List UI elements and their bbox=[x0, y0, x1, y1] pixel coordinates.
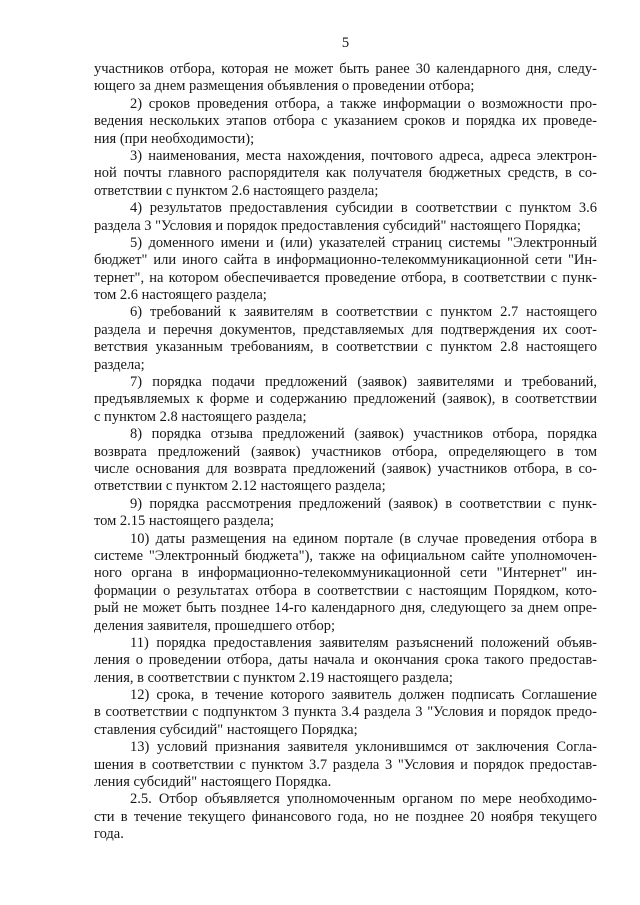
paragraph bbox=[94, 426, 597, 496]
text-line: 6) требований к заявителям в соответствии с пунктом 2.7 настоящего bbox=[130, 304, 597, 321]
text-line: ного органа в информационно-телекоммуникационной сети "Интернет" ин- bbox=[94, 565, 597, 582]
text-line: том 2.15 настоящего раздела; bbox=[94, 513, 275, 530]
text-line: 3) наименования, места нахождения, почтового адреса, адреса электрон- bbox=[130, 147, 597, 164]
text-line: тернет", на котором обеспечивается проведение отбора, в соответствии с пунк- bbox=[94, 269, 597, 286]
text-line: возврата предложений (заявок) участников отбора, определяющего в том bbox=[94, 443, 597, 460]
text-line: раздела; bbox=[94, 356, 145, 373]
text-line: 7) порядка подачи предложений (заявок) заявителями и требований, bbox=[130, 374, 597, 391]
text-line: с пунктом 2.8 настоящего раздела; bbox=[94, 408, 307, 425]
text-line: ления субсидий" настоящего Порядка. bbox=[94, 774, 332, 791]
paragraph bbox=[94, 687, 597, 739]
text-line: 2.5. Отбор объявляется уполномоченным органом по мере необходимо- bbox=[130, 791, 597, 808]
text-line: сти в течение текущего финансового года, но не позднее 20 ноября текущего bbox=[94, 808, 597, 825]
text-line: раздела 3 "Условия и порядок предоставления субсидий" настоящего Порядка; bbox=[94, 217, 581, 234]
paragraph bbox=[94, 200, 597, 235]
paragraph bbox=[94, 739, 597, 791]
text-line: ведения нескольких этапов отбора с указанием сроков и порядка их проведе- bbox=[94, 113, 597, 130]
text-line: ния (при необходимости); bbox=[94, 130, 255, 147]
text-line: деления заявителя, прошедшего отбор; bbox=[94, 617, 336, 634]
text-line: формации о результатах отбора в соответствии с настоящим Порядком, кото- bbox=[94, 582, 597, 599]
body-text bbox=[94, 61, 597, 844]
paragraph bbox=[94, 496, 597, 531]
text-line: 10) даты размещения на едином портале (в случае проведения отбора в bbox=[130, 530, 597, 547]
text-line: бюджет" или иного сайта в информационно-телекоммуникационной сети "Ин- bbox=[94, 252, 597, 269]
paragraph bbox=[94, 374, 597, 426]
paragraph bbox=[94, 148, 597, 200]
text-line: 2) сроков проведения отбора, а также информации о возможности про- bbox=[130, 95, 597, 112]
text-line: 12) срока, в течение которого заявитель должен подписать Соглашение bbox=[130, 687, 597, 704]
text-line: участников отбора, которая не может быть ранее 30 календарного дня, следу- bbox=[94, 61, 597, 77]
text-line: ления, в соответствии с пунктом 2.19 настоящего раздела; bbox=[94, 669, 453, 686]
paragraph bbox=[94, 635, 597, 687]
paragraph bbox=[94, 531, 597, 635]
text-line: раздела и перечня документов, представляемых для подтверждения их соот- bbox=[94, 321, 597, 338]
paragraph bbox=[94, 235, 597, 305]
text-line: в соответствии с подпунктом 3 пункта 3.4 раздела 3 "Условия и порядок предо- bbox=[94, 704, 597, 721]
text-line: 13) условий признания заявителя уклонившимся от заключения Согла- bbox=[130, 739, 597, 756]
text-line: 11) порядка предоставления заявителям разъяснений положений объяв- bbox=[130, 634, 597, 651]
text-line: ставления субсидий" настоящего Порядка; bbox=[94, 721, 358, 738]
text-line: предъявляемых к форме и содержанию предложений (заявок), в соответствии bbox=[94, 391, 597, 408]
text-line: ной почты главного распорядителя как получателя бюджетных средств, в со- bbox=[94, 165, 597, 182]
text-line: ющего за днем размещения объявления о проведении отбора; bbox=[94, 78, 475, 95]
text-line: года. bbox=[94, 826, 124, 843]
text-line: 5) доменного имени и (или) указателей страниц системы "Электронный bbox=[130, 234, 597, 251]
text-line: числе основания для возврата предложений (заявок) участников отбора, в со- bbox=[94, 460, 597, 477]
text-line: 4) результатов предоставления субсидии в соответствии с пунктом 3.6 bbox=[130, 200, 597, 217]
text-line: рый не может быть позднее 14-го календарного дня, следующего за днем опре- bbox=[94, 600, 597, 617]
text-line: том 2.6 настоящего раздела; bbox=[94, 287, 267, 304]
text-line: ответствии с пунктом 2.6 настоящего раздела; bbox=[94, 182, 379, 199]
text-line: ления о проведении отбора, даты начала и окончания срока такого предостав- bbox=[94, 652, 597, 669]
paragraph bbox=[94, 304, 597, 374]
paragraph bbox=[94, 96, 597, 148]
text-line: 9) порядка рассмотрения предложений (заявок) в соответствии с пунк- bbox=[130, 495, 597, 512]
text-line: ответствии с пунктом 2.12 настоящего раздела; bbox=[94, 478, 386, 495]
text-line: системе "Электронный бюджета"), также на официальном сайте уполномочен- bbox=[94, 547, 597, 564]
text-line: 8) порядка отзыва предложений (заявок) участников отбора, порядка bbox=[130, 426, 597, 443]
text-line: шения в соответствии с пунктом 3.7 раздела 3 "Условия и порядок предостав- bbox=[94, 756, 597, 773]
text-line: ветствия указанным требованиям, в соответствии с пунктом 2.8 настоящего bbox=[94, 339, 597, 356]
paragraph bbox=[94, 791, 597, 843]
page-number: 5 bbox=[341, 35, 350, 51]
paragraph-continued bbox=[94, 61, 597, 96]
